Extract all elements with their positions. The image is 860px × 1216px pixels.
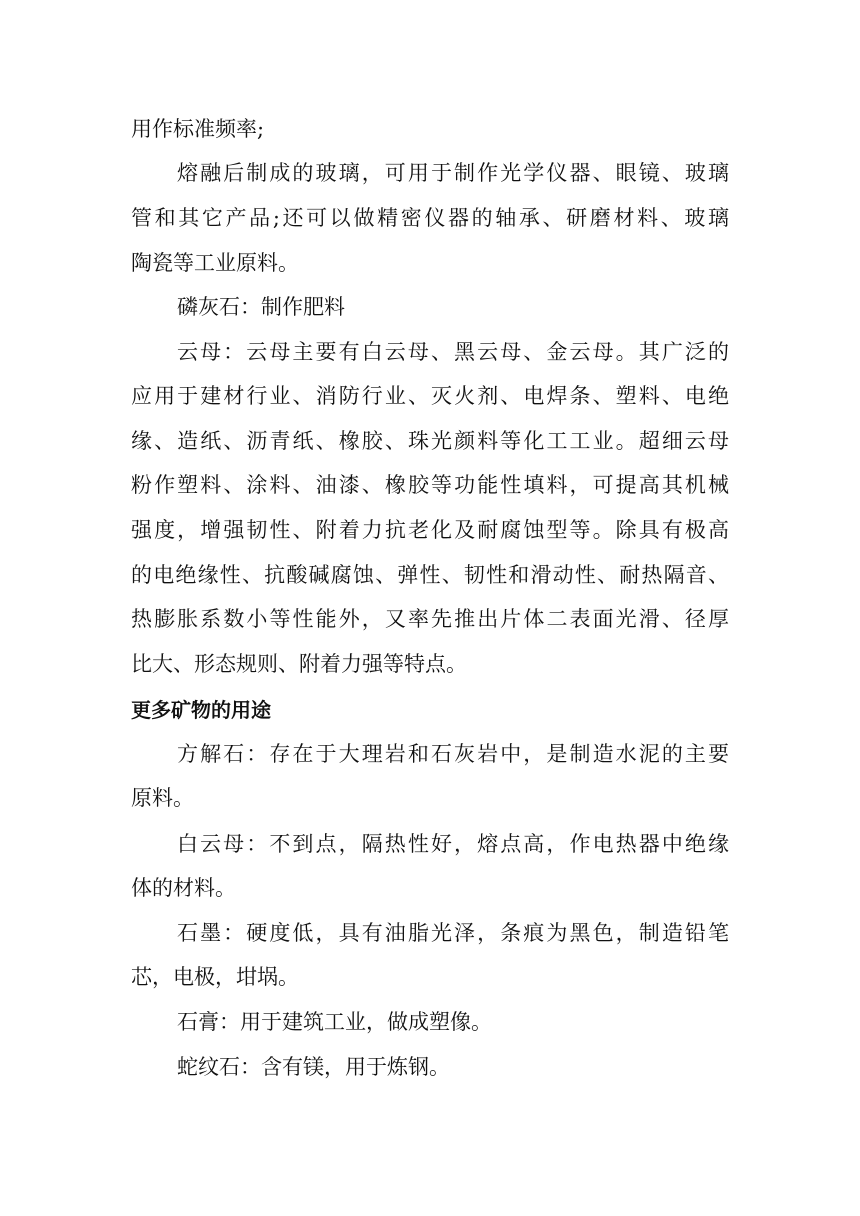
text-line: 热膨胀系数小等性能外，又率先推出片体二表面光滑、径厚: [131, 607, 729, 631]
text-line: 蛇纹石：含有镁，用于炼钢。: [177, 1055, 450, 1079]
text-line: 体的材料。: [131, 876, 236, 900]
text-line: 白云母：不到点，隔热性好，熔点高，作电热器中绝缘: [177, 832, 729, 856]
text-line: 强度，增强韧性、附着力抗老化及耐腐蚀型等。除具有极高: [131, 518, 729, 542]
text-line: 磷灰石：制作肥料: [177, 295, 345, 319]
section-heading: 更多矿物的用途: [131, 698, 271, 722]
text-line: 用作标准频率;: [131, 117, 265, 141]
text-line: 石墨：硬度低，具有油脂光泽，条痕为黑色，制造铅笔: [177, 921, 729, 945]
text-line: 粉作塑料、涂料、油漆、橡胶等功能性填料，可提高其机械: [131, 473, 729, 497]
text-line: 比大、形态规则、附着力强等特点。: [131, 652, 467, 676]
text-line: 原料。: [131, 786, 194, 810]
text-line: 的电绝缘性、抗酸碱腐蚀、弹性、韧性和滑动性、耐热隔音、: [131, 563, 729, 587]
text-line: 芯，电极，坩埚。: [131, 965, 299, 989]
text-line: 陶瓷等工业原料。: [131, 251, 299, 275]
text-line: 管和其它产品;还可以做精密仪器的轴承、研磨材料、玻璃: [131, 206, 729, 230]
text-line: 缘、造纸、沥青纸、橡胶、珠光颜料等化工工业。超细云母: [131, 429, 729, 453]
text-line: 方解石：存在于大理岩和石灰岩中，是制造水泥的主要: [177, 742, 729, 766]
text-line: 云母：云母主要有白云母、黑云母、金云母。其广泛的: [177, 340, 729, 364]
text-line: 石膏：用于建筑工业，做成塑像。: [177, 1010, 492, 1034]
text-line: 熔融后制成的玻璃，可用于制作光学仪器、眼镜、玻璃: [177, 161, 729, 185]
text-line: 应用于建材行业、消防行业、灭火剂、电焊条、塑料、电绝: [131, 384, 729, 408]
